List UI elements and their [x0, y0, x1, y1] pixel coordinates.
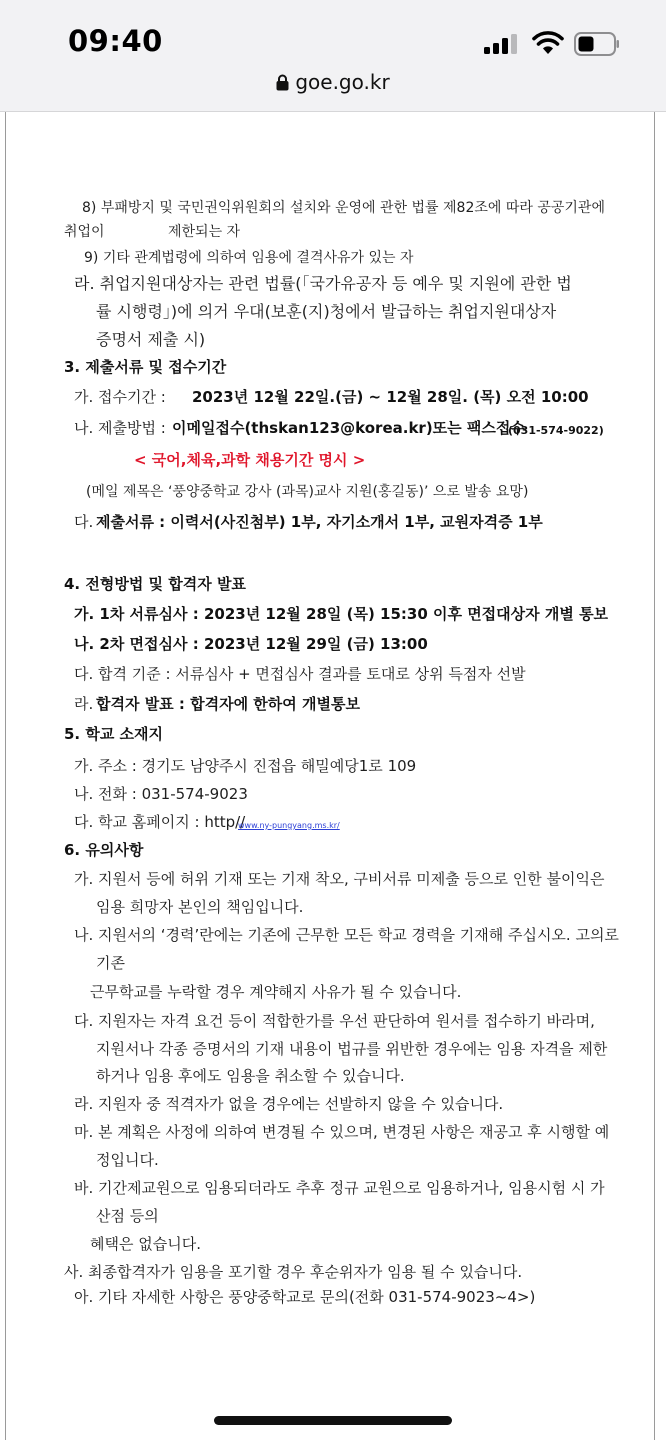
section-3-da-label: 다. — [74, 513, 94, 531]
section-4-da: 다. 합격 기준 : 서류심사 + 면접심사 결과를 토대로 상위 득점자 선발 — [74, 665, 526, 683]
item-8-continued-b: 제한되는 자 — [168, 224, 241, 240]
lock-icon — [276, 74, 289, 91]
section-6-na-3: 근무학교를 누락할 경우 계약해지 사유가 될 수 있습니다. — [90, 983, 462, 1001]
item-8-continued-a: 취업이 — [64, 224, 105, 240]
section-4-ga: 가. 1차 서류심사 : 2023년 12월 28일 (목) 15:30 이후 면접대상자 개별 통보 — [74, 605, 609, 623]
section-3-mail-title: (메일 제목은 ‘풍양중학교 강사 (과목)교사 지원(홍길동)’ 으로 발송 요망) — [86, 484, 529, 500]
section-5-phone: 나. 전화 : 031-574-9023 — [74, 785, 248, 803]
section-6-a: 아. 기타 자세한 사항은 풍양중학교로 문의(전화 031-574-9023~4>) — [74, 1288, 536, 1306]
section-3-na-label: 나. 제출방법 : — [74, 419, 166, 437]
page-border-left — [5, 112, 6, 1440]
wifi-icon — [532, 30, 564, 56]
school-homepage-link[interactable]: www.ny-pungyang.ms.kr/ — [238, 821, 340, 830]
section-6-ba-3: 혜택은 없습니다. — [90, 1235, 201, 1253]
ra-line-3: 증명서 제출 시) — [96, 330, 206, 349]
section-3-notice: < 국어,체육,과학 채용기간 명시 > — [134, 451, 366, 469]
status-time: 09:40 — [68, 24, 163, 58]
home-indicator[interactable] — [214, 1416, 452, 1425]
battery-icon — [574, 32, 620, 56]
section-6-sa: 사. 최종합격자가 임용을 포기할 경우 후순위자가 임용 될 수 있습니다. — [64, 1263, 523, 1281]
section-3-na-value: 이메일접수(thskan123@korea.kr)또는 팩스접수 — [172, 419, 525, 437]
address-bar[interactable] — [0, 70, 666, 94]
section-3-ga-value: 2023년 12월 22일.(금) ~ 12월 28일. (목) 오전 10:00 — [192, 388, 589, 406]
section-6-ra: 라. 지원자 중 적격자가 없을 경우에는 선발하지 않을 수 있습니다. — [74, 1095, 504, 1113]
section-6-na-1: 나. 지원서의 ‘경력’란에는 기존에 근무한 모든 학교 경력을 기재해 주십시오. 고의로 — [74, 926, 619, 944]
item-8: 8) 부패방지 및 국민권익위원회의 설치와 운영에 관한 법률 제82조에 따라 공공기관에 — [82, 200, 605, 216]
section-6-da-1: 다. 지원자는 자격 요건 등이 적합한가를 우선 판단하여 원서를 접수하기 바라며, — [74, 1012, 595, 1030]
section-6-title: 6. 유의사항 — [64, 841, 144, 859]
section-3-na-fax: (031-574-9022) — [508, 424, 604, 437]
ra-line-2: 률 시행령」)에 의거 우대(보훈(지)청에서 발급하는 취업지원대상자 — [96, 302, 557, 321]
section-6-da-3: 하거나 임용 후에도 임용을 취소할 수 있습니다. — [96, 1067, 405, 1085]
section-5-address: 가. 주소 : 경기도 남양주시 진접읍 해밀예당1로 109 — [74, 757, 417, 775]
section-6-na-2: 기존 — [96, 954, 125, 972]
page-border-right — [654, 112, 655, 1440]
section-3-ga-label: 가. 접수기간 : — [74, 388, 166, 406]
section-4-ra-label: 라. — [74, 695, 94, 713]
section-6-ma-1: 마. 본 계획은 사정에 의하여 변경될 수 있으며, 변경된 사항은 재공고 후 시행할 예 — [74, 1123, 610, 1141]
section-4-na: 나. 2차 면접심사 : 2023년 12월 29일 (금) 13:00 — [74, 635, 428, 653]
section-3-title: 3. 제출서류 및 접수기간 — [64, 358, 227, 376]
section-6-ba-1: 바. 기간제교원으로 임용되더라도 추후 정규 교원으로 임용하거나, 임용시험 시 가 — [74, 1179, 605, 1197]
section-4-ra-value: 합격자 발표 : 합격자에 한하여 개별통보 — [96, 695, 360, 713]
browser-chrome — [0, 0, 666, 112]
section-6-da-2: 지원서나 각종 증명서의 기재 내용이 법규를 위반한 경우에는 임용 자격을 제한 — [96, 1040, 608, 1058]
item-9: 9) 기타 관계법령에 의하여 임용에 결격사유가 있는 자 — [84, 250, 414, 266]
section-6-ma-2: 정입니다. — [96, 1151, 159, 1169]
section-5-title: 5. 학교 소재지 — [64, 725, 164, 743]
section-6-ba-2: 산점 등의 — [96, 1207, 159, 1225]
signal-icon — [484, 34, 522, 54]
url-text: goe.go.kr — [295, 70, 390, 94]
section-6-ga-1: 가. 지원서 등에 허위 기재 또는 기재 착오, 구비서류 미제출 등으로 인한 불이익은 — [74, 870, 605, 888]
section-4-title: 4. 전형방법 및 합격자 발표 — [64, 575, 246, 593]
section-6-ga-2: 임용 희망자 본인의 책임입니다. — [96, 898, 304, 916]
section-5-homepage-label: 다. 학교 홈페이지 : http// — [74, 813, 246, 831]
section-3-da-value: 제출서류 : 이력서(사진첨부) 1부, 자기소개서 1부, 교원자격증 1부 — [96, 513, 543, 531]
ra-line-1: 라. 취업지원대상자는 관련 법률(「국가유공자 등 예우 및 지원에 관한 법 — [74, 274, 572, 293]
